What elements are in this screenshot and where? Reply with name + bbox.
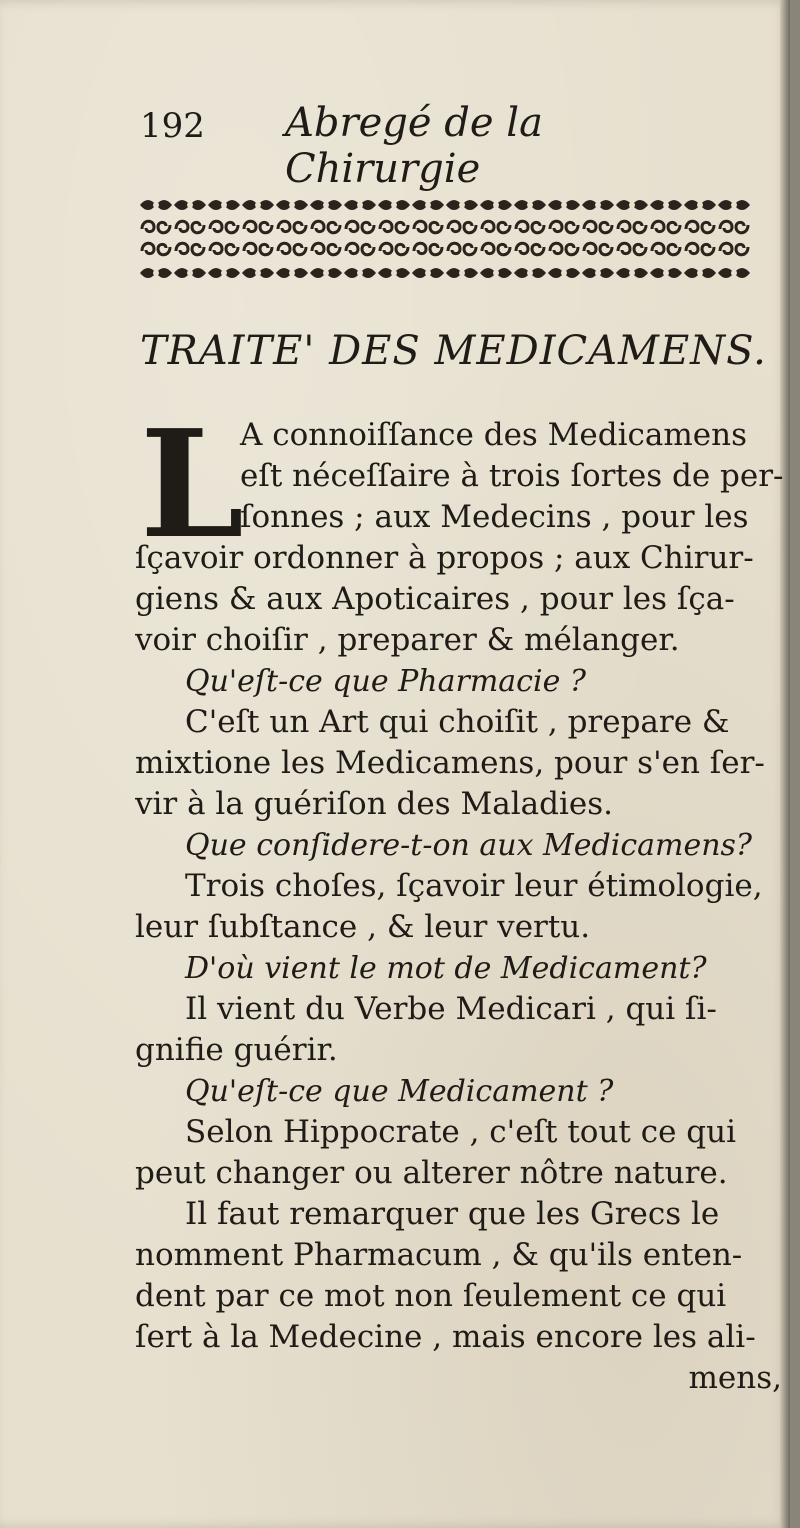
text-line: nomment Pharmacum , & qu'ils enten- [135,1237,743,1273]
text-line: ſert à la Medecine , mais encore les ali- [135,1319,756,1355]
text-line: A connoiſſance des Medicamens [240,417,747,453]
text-line: Il faut remarquer que les Grecs le [185,1196,720,1232]
text-line: ſonnes ; aux Medecins , pour les [240,499,749,535]
question-line: Que conſidere-t-on aux Medicamens? [185,828,753,863]
text-line: Il vient du Verbe Medicari , qui ſi- [185,991,717,1027]
text-line: dent par ce mot non ſeulement ce qui [135,1278,727,1314]
running-head [140,100,720,192]
body-text [135,397,790,1399]
text-line: leur ſubſtance , & leur vertu. [135,909,591,945]
ornament-row-middle-1 [142,221,748,233]
ornament-row-top [140,200,750,210]
decorative-ornament-band [140,195,752,285]
question-line: Qu'eſt-ce que Pharmacie ? [185,664,586,699]
ornament-row-middle-2 [142,243,748,255]
text-line: voir choiſir , preparer & mélanger. [135,622,680,658]
text-line: mixtione les Medicamens, pour s'en ſer- [135,745,765,781]
ornament-row-bottom [140,268,750,278]
text-line: Trois choſes, ſçavoir leur étimologie, [185,868,763,904]
text-line: C'eſt un Art qui choiſit , prepare & [185,704,730,740]
text-line: giens & aux Apoticaires , pour les ſça- [135,581,735,617]
text-line: ſçavoir ordonner à propos ; aux Chirur- [135,540,754,576]
drop-cap: L [140,397,245,571]
text-line: peut changer ou alterer nôtre nature. [135,1155,728,1191]
text-line: vir à la guériſon des Maladies. [135,786,613,822]
question-line: D'où vient le mot de Medicament? [185,951,707,986]
catchword: mens, [688,1360,782,1396]
running-title: Abregé de la Chirurgie [285,100,543,192]
text-line: eſt néceſſaire à trois ſortes de per- [240,458,784,494]
text-line: gnifie guérir. [135,1032,338,1068]
section-title: TRAITE' DES MEDICAMENS. [140,328,767,374]
page-number: 192 [140,106,205,146]
question-line: Qu'eſt-ce que Medicament ? [185,1074,614,1109]
text-line: Selon Hippocrate , c'eſt tout ce qui [185,1114,737,1150]
